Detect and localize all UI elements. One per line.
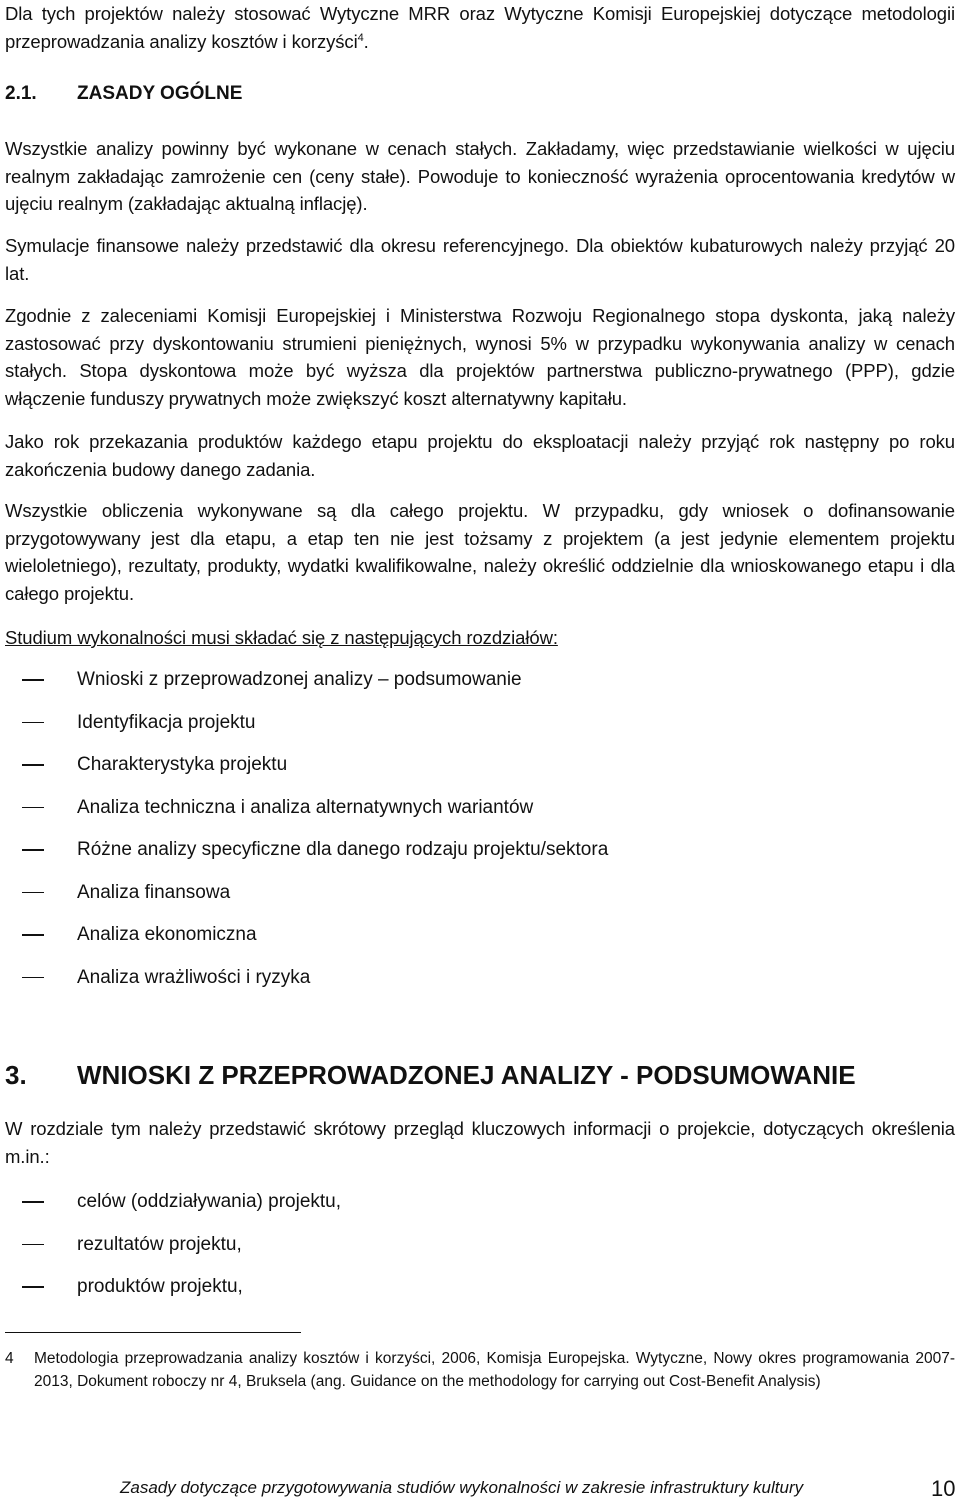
footnote-separator xyxy=(5,1332,301,1333)
dash-bullet xyxy=(22,892,44,894)
dash-bullet xyxy=(22,849,44,851)
page-number: 10 xyxy=(931,1476,956,1501)
chapters-intro: Studium wykonalności musi składać się z następujących rozdziałów: xyxy=(5,627,558,648)
dash-bullet xyxy=(22,1201,44,1203)
dash-bullet xyxy=(22,1286,44,1288)
dash-bullet xyxy=(22,764,44,766)
section-number: 3. xyxy=(5,1060,27,1090)
intro-text: Dla tych projektów należy stosować Wytyczne MRR oraz Wytyczne Komisji Europejskiej dotyczące metodologii przeprowadzania analizy kosztów i korzyści xyxy=(5,3,955,52)
dash-bullet xyxy=(22,679,44,681)
section-title: WNIOSKI Z PRZEPROWADZONEJ ANALIZY - PODSUMOWANIE xyxy=(77,1060,856,1090)
section-heading-3 xyxy=(5,1060,856,1090)
intro-paragraph xyxy=(5,0,955,55)
section-3-intro: W rozdziale tym należy przedstawić skrótowy przegląd kluczowych informacji o projekcie, dotyczących określenia m.in.: xyxy=(5,1118,955,1167)
paragraph-reference-period: Symulacje finansowe należy przedstawić dla okresu referencyjnego. Dla obiektów kubaturowych należy przyjąć 20 lat. xyxy=(5,235,955,284)
footnote xyxy=(5,1348,955,1393)
footnote-reference: 4 xyxy=(357,31,364,44)
section-number: 2.1. xyxy=(5,83,37,104)
section-title: ZASADY OGÓLNE xyxy=(77,83,243,104)
paragraph-discount-rate: Zgodnie z zaleceniami Komisji Europejskiej i Ministerstwa Rozwoju Regionalnego stopa dyskonta, jaką należy zastosować przy dyskontowaniu strumieni pieniężnych, wynosi 5% w przypadku wykonywania analizy w cenach stałych. Stopa dyskontowa może być wyższa dla projektów partnerstwa publiczno-prywatnego (PPP), gdzie włączenie funduszy prywatnych może zwiększyć koszt alternatywny kapitału. xyxy=(5,305,955,409)
section-heading-2-1 xyxy=(5,80,242,108)
dash-bullet xyxy=(22,977,44,979)
intro-end: . xyxy=(363,30,369,52)
paragraph-prices: Wszystkie analizy powinny być wykonane w cenach stałych. Zakładamy, więc przedstawianie wielkości w ujęciu realnym zakładając zamrożenie cen (ceny stałe). Powoduje to konieczność wyrażenia oprocentowania kredytów w ujęciu realnym (zakładając aktualną inflację). xyxy=(5,138,955,214)
paragraph-handover-year: Jako rok przekazania produktów każdego etapu projektu do eksploatacji należy przyjąć rok następny po roku zakończenia budowy danego zadania. xyxy=(5,431,955,480)
running-footer: Zasady dotyczące przygotowywania studiów wykonalności w zakresie infrastruktury kultury xyxy=(120,1478,804,1497)
dash-bullet xyxy=(22,722,44,724)
footnote-number: 4 xyxy=(5,1350,14,1367)
footnote-text: Metodologia przeprowadzania analizy kosztów i korzyści, 2006, Komisja Europejska. Wytyczne, Nowy okres programowania 2007-2013, Dokument roboczy nr 4, Bruksela (ang. Guidance on the methodology for carrying out Cost-Benefit Analysis) xyxy=(34,1350,955,1390)
paragraph-calculations: Wszystkie obliczenia wykonywane są dla całego projektu. W przypadku, gdy wniosek o dofinansowanie przygotowywany jest dla etapu, a etap ten nie jest tożsamy z projektem (a jest jedynie elementem projektu wieloletniego), rezultaty, produkty, wydatki kwalifikowalne, należy określić oddzielnie dla wnioskowanego etapu i dla całego projektu. xyxy=(5,500,955,604)
dash-bullet xyxy=(22,1244,44,1246)
dash-bullet xyxy=(22,934,44,936)
dash-bullet xyxy=(22,807,44,809)
document-page: Dla tych projektów należy stosować Wytyczne MRR oraz Wytyczne Komisji Europejskiej dotyczące metodologii przeprowadzania analizy kosztów i korzyści$^4$. 2.1. ZASADY OGÓLNE Wszystkie analizy powinny być wykonane w cenach stałych. Zakładamy, więc przedstawianie wielkości w ujęciu realnym zakładając zamrożenie cen (ceny stałe). Powoduje to konieczność wyrażenia oprocentowania kredytów w ujęciu realnym (zakładając aktualną inflację). Symulacje finansowe należy przedstawić dla okresu referencyjnego. Dla obiektów kubaturowych należy przyjąć 20 lat. Zgodnie z zaleceniami Komisji Europejskiej i Ministerstwa Rozwoju Regionalnego stopa dyskonta, jaką należy zastosować przy dyskontowaniu strumieni pieniężnych, wynosi 5% w przypadku wykonywania analizy w cenach stałych. Stopa dyskontowa może być wyższa dla projektów partnerstwa publiczno-prywatnego (PPP), gdzie włączenie funduszy prywatnych może zwiększyć koszt alternatywny kapitału. Jako rok przekazania produktów każdego etapu projektu do eksploatacji należy przyjąć rok następny po roku zakończenia budowy danego zadania. Wszystkie obliczenia wykonywane są dla całego projektu. W przypadku, gdy wniosek o dofinansowanie przygotowywany jest dla etapu, a etap ten nie jest tożsamy z projektem (a jest jedynie elementem projektu wieloletniego), rezultaty, produkty, wydatki kwalifikowalne, należy określić oddzielnie dla wnioskowanego etapu i dla całego projektu. Studium wykonalności musi składać się z następujących rozdziałów: Wnioski z przeprowadzonej analizy – podsumowanie Identyfikacja projektu Charakterystyka projektu Analiza techniczna i analiza alternatywnych wariantów Różne analizy specyficzne dla danego rodzaju projektu/sektora Analiza finansowa Analiza ekonomiczna Analiza wrażliwości i ryzyka 3. WNIOSKI Z PRZEPROWADZONEJ ANALIZY - PODSUMOWANIE W rozdziale tym należy przedstawić skrótowy przegląd kluczowych informacji o projekcie, dotyczących określenia m.in.: celów (oddziaływania) projektu, rezultatów projektu, produktów projektu, 4 Metodologia przeprowadzania analizy kosztów i korzyści, 2006, Komisja Europejska. Wytyczne, Nowy okres programowania 2007-2013, Dokument roboczy nr 4, Bruksela (ang. Guidance on the methodology for carrying out Cost-Benefit Analysis) Zasady dotyczące przygotowywania studiów wykonalności w zakresie infrastruktury kultury 10 xyxy=(0,0,960,1503)
